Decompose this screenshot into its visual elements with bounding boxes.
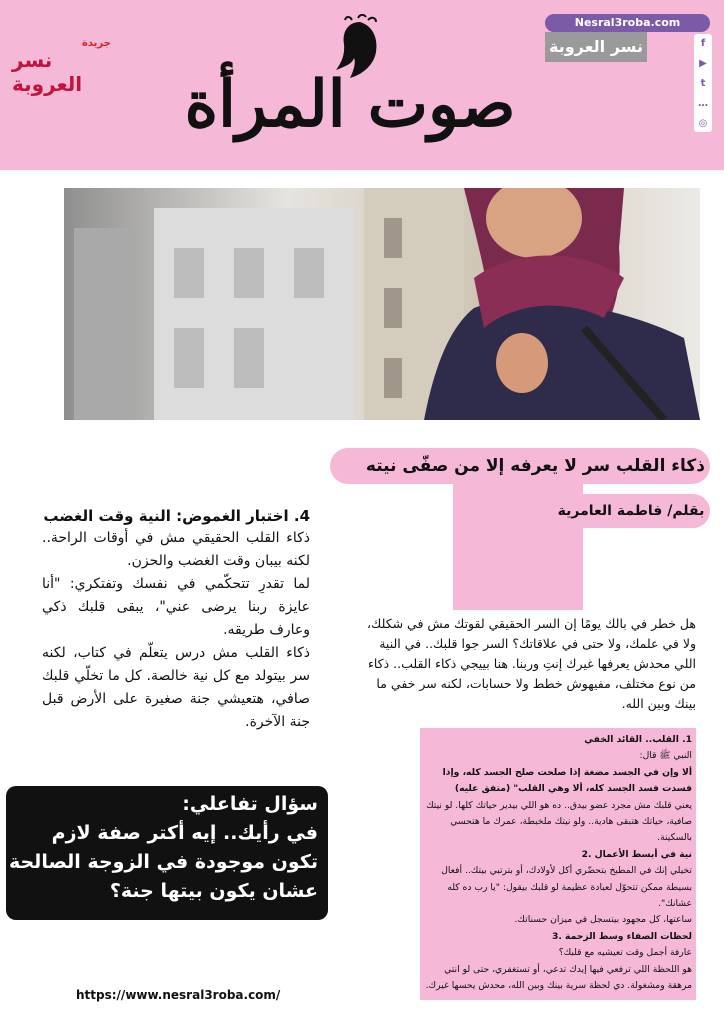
interactive-question	[6, 790, 318, 906]
article-intro: هل خطر في بالك يومًا إن السر الحقيقي لقوتك مش في شكلك، ولا في علمك، ولا حتى في علاقاتك؟ السر جوا قلبك.. في النية اللي محدش يعرفها غيرك إنتِ وربنا. هنا بييجي ذكاء القلب.. ذكاء من نوع مختلف، مفيهوش خطط ولا حسابات، لكنه سر خفي ما بينك وبين الله.	[367, 616, 696, 711]
sections-text	[420, 732, 692, 995]
page-title: صوت المرأة	[184, 67, 516, 142]
woman-in-hijab-image	[64, 188, 700, 420]
logo-small-text: جريدة	[82, 38, 111, 49]
social-links	[694, 34, 712, 132]
section-4-paragraph: ذكاء القلب الحقيقي مش في أوقات الراحة.. لكنه بيبان وقت الغضب والحزن.	[42, 530, 310, 569]
question-text: في رأيك.. إيه أكتر صفة لازم تكون موجودة في الزوجة الصالحة عشان يكون بيتها جنة؟	[8, 822, 318, 902]
section-2-title: نية في أبسط الأعمال .2	[581, 848, 692, 860]
section-2-line: تخيلي إنك في المطبخ بتحضّري أكل لأولادك، أو بترتبي بيتك.. أفعال بسيطة ممكن تتحوّل لعبادة عظيمة لو قلبك بيقول: "يا رب ده كله عشانك".	[441, 865, 692, 910]
instagram-icon[interactable]: ◎	[698, 118, 708, 129]
facebook-icon[interactable]: f	[700, 38, 706, 49]
section-3-line: عارفة أجمل وقت تعيشيه مع قلبك؟	[558, 947, 692, 959]
section-4-paragraph: لما تقدرِ تتحكّمي في نفسك وتفتكري: "أنا عايزة ربنا يرضى عني"، يبقى قلبك ذكي وعارف طريقه.	[42, 576, 310, 638]
section-1-title: 1. القلب.. القائد الخفي	[584, 734, 692, 745]
site-url-pill[interactable]: Nesral3roba.com	[545, 14, 710, 32]
twitter-icon[interactable]: t	[700, 78, 706, 89]
article-byline: بقلم/ فاطمة العامرية	[557, 503, 705, 519]
section-1-hadith: ألا وإن في الجسد مضغة إذا صلحت صلح الجسد كله، وإذا فسدت فسد الجسد كله، ألا وهي القلب" (متفق عليه)	[442, 766, 692, 795]
article-headline: ذكاء القلب سر لا يعرفه إلا من صفّى نيته	[365, 456, 705, 476]
section-4-paragraph: ذكاء القلب مش درس يتعلّم في كتاب، لكنه سر بيتولد مع كل نية خالصة. كل ما تخلّي قلبك صافي، هتعيشي جنة صغيرة على الأرض قبل جنة الآخرة.	[42, 645, 310, 730]
article-photo	[64, 188, 700, 420]
header-banner	[0, 0, 724, 170]
section-3-title: لحظات الصفاء وسط الزحمة .3	[551, 930, 692, 942]
newspaper-logo[interactable]	[12, 38, 122, 96]
footer-url-link[interactable]: https://www.nesral3roba.com/	[76, 988, 281, 1002]
newspaper-logo-secondary[interactable]: نسر العروبة	[545, 32, 647, 62]
section-3-line: هو اللحظة اللي ترفعي فيها إيدك تدعي، أو تستغفري، حتى لو انتي مرهقة ومشغولة. دي لحظة سرية بينك وبين الله، محدش يحسها غيرك.	[425, 963, 692, 992]
ellipsis-icon[interactable]: …	[698, 98, 708, 109]
section-1-line: النبي ﷺ قال:	[639, 750, 692, 762]
section-4-column	[42, 505, 310, 734]
section-1-line: يعني قلبك مش مجرد عضو بيدق.. ده هو اللي بيدير حياتك كلها. لو نيتك صافية، حياتك هتبقى هادية.. ولو نيتك ملخبطة، عمرك ما هتحسي بالسكينة.	[426, 799, 692, 844]
section-2-line: ساعتها، كل مجهود بيتسجل في ميزان حسناتك.	[514, 914, 692, 926]
logo-main-text: نسر العروبة	[12, 48, 83, 96]
section-4-title: 4. اختبار الغموض: النية وقت الغضب	[43, 507, 310, 525]
question-label: سؤال تفاعلي:	[182, 793, 318, 815]
youtube-icon[interactable]: ▶	[699, 58, 707, 69]
